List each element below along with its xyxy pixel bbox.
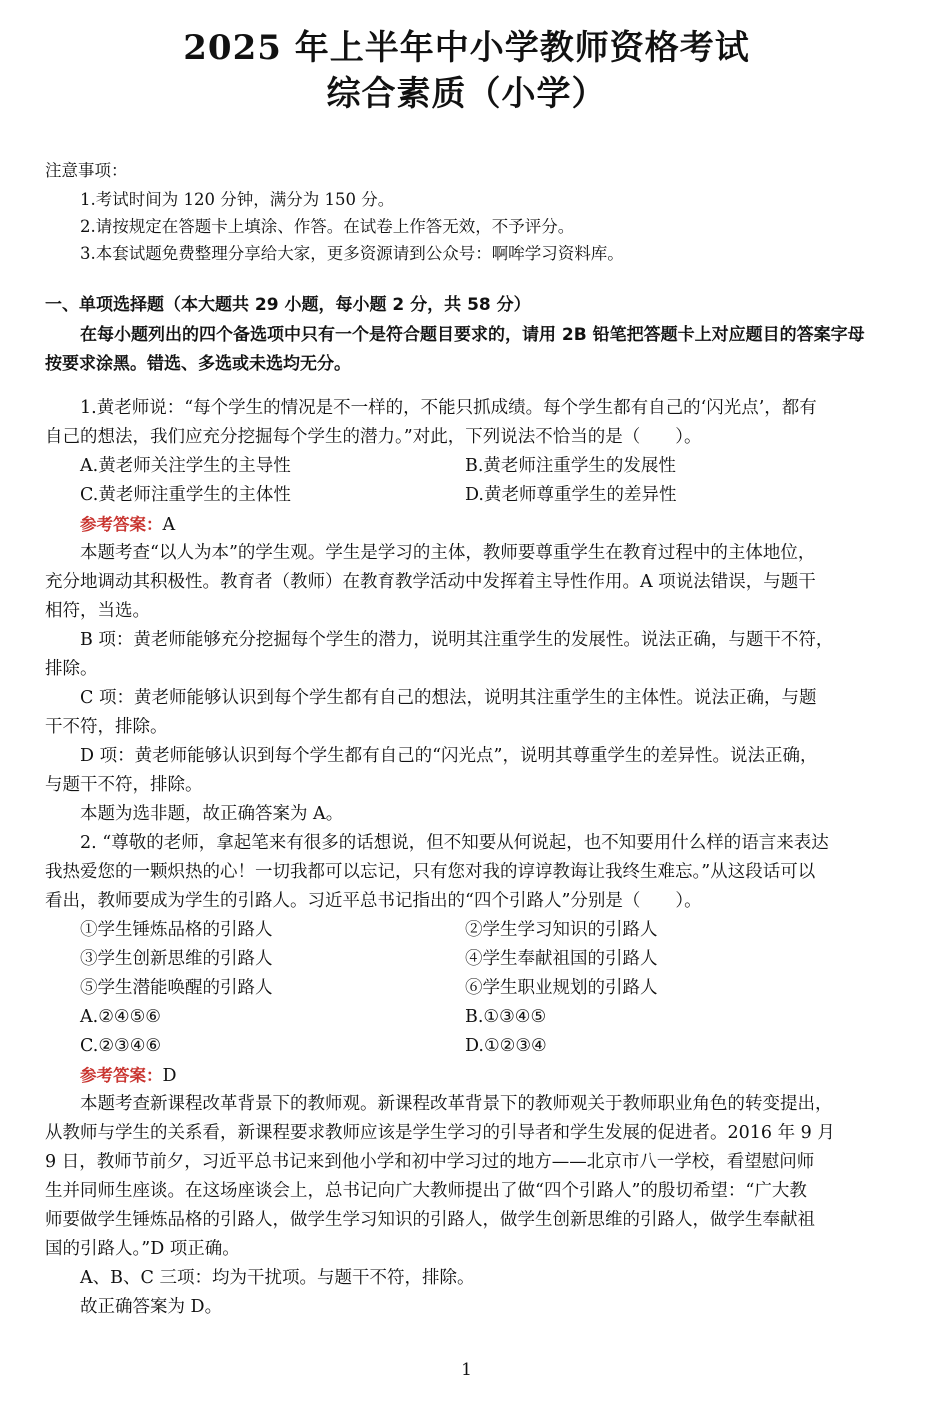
q1-analysis-line: C 项：黄老师能够认识到每个学生都有自己的想法，说明其注重学生的主体性。说法正确，与题 — [80, 688, 817, 708]
section-instruction-line1: 在每小题列出的四个备选项中只有一个是符合题目要求的，请用 2B 铅笔把答题卡上对应题目的答案字母 — [80, 325, 865, 345]
q1-option-b: B.黄老师注重学生的发展性 — [465, 456, 676, 476]
q1-option-c: C.黄老师注重学生的主体性 — [80, 485, 291, 505]
q1-analysis-line: 干不符，排除。 — [45, 717, 168, 737]
q1-answer — [80, 510, 175, 540]
q2-analysis-line: 从教师与学生的关系看，新课程要求教师应该是学生学习的引导者和学生发展的促进者。2016 年 9 月 — [45, 1123, 835, 1143]
q1-answer-value: A — [162, 515, 176, 535]
q2-answer-label: 参考答案： — [80, 1066, 163, 1085]
notice-item-1: 1.考试时间为 120 分钟，满分为 150 分。 — [80, 190, 395, 209]
q1-stem-line2: 自己的想法，我们应充分挖掘每个学生的潜力。”对此，下列说法不恰当的是（ ）。 — [45, 427, 702, 447]
q1-analysis-line: B 项：黄老师能够充分挖掘每个学生的潜力，说明其注重学生的发展性。说法正确，与题干不符， — [80, 630, 834, 650]
q1-option-d: D.黄老师尊重学生的差异性 — [465, 485, 677, 505]
exam-subtitle: 综合素质（小学） — [326, 74, 607, 114]
page-number: 1 — [461, 1360, 472, 1380]
q2-analysis-line: 师要做学生锤炼品格的引路人，做学生学习知识的引路人，做学生创新思维的引路人，做学生奉献祖 — [45, 1210, 815, 1230]
q1-analysis-line: D 项：黄老师能够认识到每个学生都有自己的“闪光点”，说明其尊重学生的差异性。说法正确， — [80, 746, 818, 766]
q2-analysis-line: 生并同师生座谈。在这场座谈会上，总书记向广大教师提出了做“四个引路人”的殷切希望：“广大教 — [45, 1181, 807, 1201]
q2-item-3: ③学生创新思维的引路人 — [80, 949, 273, 969]
q2-item-6: ⑥学生职业规划的引路人 — [465, 978, 658, 998]
notice-item-2: 2.请按规定在答题卡上填涂、作答。在试卷上作答无效，不予评分。 — [80, 217, 575, 236]
exam-title: 2025 年上半年中小学教师资格考试 — [183, 28, 750, 68]
q2-option-b: B.①③④⑤ — [465, 1007, 547, 1027]
q2-option-c: C.②③④⑥ — [80, 1036, 162, 1056]
q2-item-5: ⑤学生潜能唤醒的引路人 — [80, 978, 273, 998]
q2-analysis-line: 9 日，教师节前夕，习近平总书记来到他小学和初中学习过的地方——北京市八一学校，看望慰问师 — [45, 1152, 815, 1172]
q2-option-a: A.②④⑤⑥ — [80, 1007, 161, 1027]
q2-answer-value: D — [162, 1066, 177, 1086]
q1-analysis-line: 相符，当选。 — [45, 601, 150, 621]
q2-stem-line1: 2. “尊敬的老师，拿起笔来有很多的话想说，但不知要从何说起，也不知要用什么样的语言来表达 — [80, 833, 829, 853]
q2-analysis-line: 故正确答案为 D。 — [80, 1297, 223, 1317]
q1-option-a: A.黄老师关注学生的主导性 — [80, 456, 291, 476]
q2-stem-line2: 我热爱您的一颗炽热的心！一切我都可以忘记，只有您对我的谆谆教诲让我终生难忘。”从这段话可以 — [45, 862, 816, 882]
q1-analysis-line: 本题考查“以人为本”的学生观。学生是学习的主体，教师要尊重学生在教育过程中的主体地位， — [80, 543, 816, 563]
q2-analysis-line: 国的引路人。”D 项正确。 — [45, 1239, 240, 1259]
q2-item-1: ①学生锤炼品格的引路人 — [80, 920, 273, 940]
q1-analysis-line: 排除。 — [45, 659, 98, 679]
q2-option-d: D.①②③④ — [465, 1036, 547, 1056]
q1-answer-label: 参考答案： — [80, 515, 163, 534]
notice-heading: 注意事项： — [45, 161, 128, 180]
q2-item-4: ④学生奉献祖国的引路人 — [465, 949, 658, 969]
q2-item-2: ②学生学习知识的引路人 — [465, 920, 658, 940]
q1-analysis-line: 本题为选非题，故正确答案为 A。 — [80, 804, 344, 824]
section-heading: 一、单项选择题（本大题共 29 小题，每小题 2 分，共 58 分） — [45, 295, 531, 315]
q2-stem-line3: 看出，教师要成为学生的引路人。习近平总书记指出的“四个引路人”分别是（ ）。 — [45, 891, 702, 911]
q2-answer — [80, 1061, 177, 1091]
section-instruction-line2: 按要求涂黑。错选、多选或未选均无分。 — [45, 354, 351, 374]
q2-analysis-line: A、B、C 三项：均为干扰项。与题干不符，排除。 — [80, 1268, 475, 1288]
q1-analysis-line: 与题干不符，排除。 — [45, 775, 203, 795]
notice-item-3: 3.本套试题免费整理分享给大家，更多资源请到公众号：啊哞学习资料库。 — [80, 244, 624, 263]
q1-stem-line1: 1.黄老师说：“每个学生的情况是不一样的，不能只抓成绩。每个学生都有自己的‘闪光点’，都有 — [80, 398, 817, 418]
q1-analysis-line: 充分地调动其积极性。教育者（教师）在教育教学活动中发挥着主导性作用。A 项说法错误，与题干 — [45, 572, 816, 592]
q2-analysis-line: 本题考查新课程改革背景下的教师观。新课程改革背景下的教师观关于教师职业角色的转变提出， — [80, 1094, 833, 1114]
